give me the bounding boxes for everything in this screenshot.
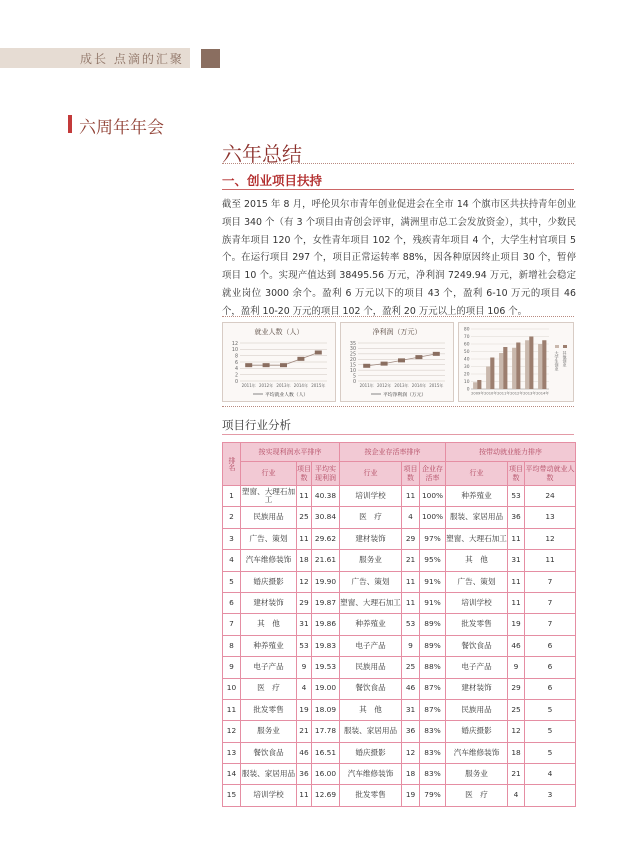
y-tick-label: 8 (234, 354, 238, 360)
bar (503, 347, 507, 389)
table-cell: 11 (525, 550, 576, 571)
table-cell: 97% (420, 528, 446, 549)
table-cell: 其 他 (446, 550, 508, 571)
table-cell: 4 (223, 550, 241, 571)
table-row (223, 571, 576, 592)
table-cell: 19.00 (312, 678, 340, 699)
table-cell: 5 (223, 571, 241, 592)
table-cell: 种养殖业 (446, 486, 508, 507)
table-cell: 31 (402, 699, 420, 720)
bar (542, 340, 546, 389)
table-row (223, 550, 576, 571)
project-bar-chart-svg (459, 323, 573, 401)
article-subtitle: 一、创业项目扶持 (222, 173, 323, 188)
table-cell: 21.61 (312, 550, 340, 571)
table-cell: 3 (525, 785, 576, 806)
section-bar (68, 115, 72, 133)
y-tick-label: 2 (234, 373, 238, 379)
table-cell: 服装、家居用品 (340, 721, 402, 742)
bar (525, 340, 529, 389)
table-body (223, 486, 576, 807)
table-cell: 5 (525, 742, 576, 763)
table-cell: 4 (297, 678, 312, 699)
table-cell: 民族用品 (340, 657, 402, 678)
table-cell: 12 (223, 721, 241, 742)
y-tick-label: 50 (463, 350, 470, 356)
data-point (280, 363, 287, 367)
bar (486, 367, 490, 390)
table-cell: 16.51 (312, 742, 340, 763)
y-tick-label: 5 (352, 374, 356, 380)
legend-label: 其他创业 (562, 351, 568, 367)
table-cell: 广告、策划 (340, 571, 402, 592)
table-cell: 4 (508, 785, 525, 806)
rank-header: 排名 (223, 443, 241, 486)
table-cell: 汽车维修装饰 (241, 550, 297, 571)
col-project-count: 项目数 (508, 462, 525, 486)
table-cell: 14 (223, 764, 241, 785)
table-cell: 培训学校 (340, 486, 402, 507)
table-cell: 培训学校 (241, 785, 297, 806)
y-tick-label: 4 (234, 367, 238, 373)
table-cell: 服务业 (446, 764, 508, 785)
table-cell: 95% (420, 550, 446, 571)
table-cell: 19 (297, 699, 312, 720)
x-tick-label: 2011年 (497, 391, 510, 396)
table-cell: 汽车维修装饰 (340, 764, 402, 785)
table-cell: 婚庆摄影 (446, 721, 508, 742)
table-cell: 19.90 (312, 571, 340, 592)
y-tick-label: 0 (466, 387, 470, 393)
table-row (223, 486, 576, 507)
table-cell: 餐饮食品 (340, 678, 402, 699)
bar (490, 358, 494, 390)
y-tick-label: 30 (349, 347, 356, 353)
table-cell: 服装、家居用品 (241, 764, 297, 785)
table-cell: 31 (508, 550, 525, 571)
table-cell: 19.86 (312, 614, 340, 635)
table-cell: 6 (525, 635, 576, 656)
table-cell: 18 (402, 764, 420, 785)
table-cell: 13 (525, 507, 576, 528)
table-row (223, 678, 576, 699)
data-point (433, 352, 440, 356)
table-cell: 3 (223, 528, 241, 549)
table-cell: 83% (420, 742, 446, 763)
table-row (223, 721, 576, 742)
table-cell: 餐饮食品 (241, 742, 297, 763)
x-tick-label: 2013年 (276, 383, 291, 388)
table-cell: 医 疗 (340, 507, 402, 528)
table-cell: 25 (297, 507, 312, 528)
table-cell: 100% (420, 507, 446, 528)
table-cell: 电子产品 (241, 657, 297, 678)
table-cell: 服务业 (340, 550, 402, 571)
bar (516, 343, 520, 390)
y-tick-label: 30 (463, 365, 470, 371)
x-tick-label: 2012年 (510, 391, 523, 396)
table-cell: 46 (402, 678, 420, 699)
table-cell: 11 (297, 528, 312, 549)
table-cell: 40.38 (312, 486, 340, 507)
y-tick-label: 20 (349, 358, 356, 364)
group-header-employment: 按带动就业能力排序 (446, 443, 576, 462)
table-cell: 21 (297, 721, 312, 742)
table-cell: 婚庆摄影 (241, 571, 297, 592)
table-cell: 11 (508, 528, 525, 549)
profit-chart-svg (341, 323, 453, 401)
table-cell: 46 (297, 742, 312, 763)
table-cell: 种养殖业 (340, 614, 402, 635)
table-title: 项目行业分析 (222, 418, 291, 432)
table-cell: 12.69 (312, 785, 340, 806)
table-row (223, 635, 576, 656)
table-cell: 1 (223, 486, 241, 507)
table-cell: 46 (508, 635, 525, 656)
y-tick-label: 12 (231, 341, 238, 347)
table-row (223, 528, 576, 549)
table-cell: 19.53 (312, 657, 340, 678)
y-tick-label: 0 (234, 379, 238, 385)
table-cell: 11 (223, 699, 241, 720)
table-row (223, 742, 576, 763)
y-tick-label: 35 (349, 341, 356, 347)
table-cell: 24 (525, 486, 576, 507)
col-industry: 行业 (446, 462, 508, 486)
table-cell: 民族用品 (241, 507, 297, 528)
employment-chart-svg (223, 323, 335, 401)
table-cell: 29 (297, 592, 312, 613)
table-cell: 29.62 (312, 528, 340, 549)
table-cell: 8 (223, 635, 241, 656)
y-tick-label: 15 (349, 363, 356, 369)
table-cell: 7 (525, 614, 576, 635)
article-title: 六年总结 (222, 142, 302, 166)
article-paragraph: 截至 2015 年 8 月，呼伦贝尔市青年创业促进会在全市 14 个旗市区共扶持青年创业项目 340 个（有 3 个项目由青创会评审，满洲里市总工会发放资金），其中，少数民族青年项目 120 个，女性青年项目 102 个，残疾青年项目 4 个，大学生村官项目 5 个。在运行项目 297 个，项目正常运转率 88%，因各种原因终止项目 30 个，暂停项目 10 个。实现产值达到 38495.56 万元，净利润 7249.94 万元，新增社会稳定就业岗位 3000 余个。盈利 6 万元以下的项目 43 个，盈利 6-10 万元的项目 46 个，盈利 10-20 万元的项目 102 个，盈利 20 万元以上的项目 106 个。 (222, 199, 576, 317)
table-cell: 11 (402, 571, 420, 592)
bar (477, 380, 481, 389)
section-title: 六周年年会 (79, 118, 164, 138)
title-divider (222, 163, 574, 164)
bar (499, 353, 503, 389)
table-cell: 89% (420, 614, 446, 635)
table-cell: 30.84 (312, 507, 340, 528)
table-cell: 12 (402, 742, 420, 763)
legend-swatch (555, 345, 559, 348)
data-point (245, 363, 252, 367)
data-point (315, 351, 322, 355)
table-cell: 6 (223, 592, 241, 613)
x-tick-label: 2011年 (359, 383, 374, 388)
legend-label: 平均净利润（万元） (383, 392, 427, 398)
legend-label: 平均就业人数（人） (265, 392, 309, 398)
industry-ranking-table (222, 442, 576, 807)
table-cell: 19.87 (312, 592, 340, 613)
table-cell: 塑窗、大理石加工 (340, 592, 402, 613)
table-cell: 31 (297, 614, 312, 635)
table-cell: 批发零售 (340, 785, 402, 806)
col-survival-rate: 企业存活率 (420, 462, 446, 486)
table-cell: 17.78 (312, 721, 340, 742)
table-cell: 11 (402, 486, 420, 507)
table-cell: 91% (420, 592, 446, 613)
table-cell: 21 (402, 550, 420, 571)
table-cell: 21 (508, 764, 525, 785)
table-cell: 19.83 (312, 635, 340, 656)
table-row (223, 657, 576, 678)
table-cell: 广告、策划 (446, 571, 508, 592)
y-tick-label: 10 (463, 380, 470, 386)
table-cell: 服务业 (241, 721, 297, 742)
table-cell: 9 (402, 635, 420, 656)
table-cell: 塑窗、大理石加工 (446, 528, 508, 549)
table-cell: 19 (508, 614, 525, 635)
bar (473, 382, 477, 389)
table-cell: 服装、家居用品 (446, 507, 508, 528)
data-point (415, 355, 422, 359)
table-cell: 25 (508, 699, 525, 720)
y-tick-label: 60 (463, 342, 470, 348)
table-cell: 9 (223, 657, 241, 678)
running-title: 成长 点滴的汇聚 (80, 52, 184, 66)
legend-label: 大学生创业 (554, 351, 560, 371)
table-cell: 6 (525, 678, 576, 699)
header-square (201, 49, 220, 68)
x-tick-label: 2013年 (523, 391, 536, 396)
chart-top-divider (222, 316, 574, 317)
x-tick-label: 2013年 (394, 383, 409, 388)
x-tick-label: 2014年 (536, 391, 549, 396)
group-header-profit: 按实现利润水平排序 (241, 443, 340, 462)
table-cell: 11 (297, 785, 312, 806)
table-cell: 87% (420, 678, 446, 699)
chart-bottom-divider (222, 406, 574, 407)
x-tick-label: 2012年 (259, 383, 274, 388)
x-tick-label: 2015年 (311, 383, 326, 388)
table-cell: 36 (508, 507, 525, 528)
table-cell: 53 (508, 486, 525, 507)
chart-title: 净利润（万元） (372, 328, 422, 336)
table-cell: 88% (420, 657, 446, 678)
table-cell: 15 (223, 785, 241, 806)
table-cell: 11 (508, 571, 525, 592)
col-avg-profit: 平均实现利润 (312, 462, 340, 486)
y-tick-label: 0 (352, 379, 356, 385)
table-cell: 7 (223, 614, 241, 635)
table-cell: 53 (297, 635, 312, 656)
table-cell: 6 (525, 657, 576, 678)
table-cell: 餐饮食品 (446, 635, 508, 656)
table-cell: 7 (525, 571, 576, 592)
table-cell: 4 (525, 764, 576, 785)
bar (529, 337, 533, 390)
group-header-survival: 按企业存活率排序 (340, 443, 446, 462)
table-cell: 建材装饰 (446, 678, 508, 699)
y-tick-label: 70 (463, 335, 470, 341)
x-tick-label: 2012年 (377, 383, 392, 388)
table-cell: 建材装饰 (241, 592, 297, 613)
table-cell: 民族用品 (446, 699, 508, 720)
y-tick-label: 6 (234, 360, 238, 366)
table-cell: 29 (508, 678, 525, 699)
table-cell: 培训学校 (446, 592, 508, 613)
table-cell: 100% (420, 486, 446, 507)
table-cell: 其 他 (241, 614, 297, 635)
table-title-divider (222, 434, 574, 435)
bar (512, 348, 516, 389)
x-tick-label: 2009年 (471, 391, 484, 396)
profit-chart (340, 322, 454, 402)
table-cell: 9 (508, 657, 525, 678)
table-cell: 批发零售 (446, 614, 508, 635)
data-point (381, 362, 388, 366)
col-industry: 行业 (241, 462, 297, 486)
data-point (398, 358, 405, 362)
table-cell: 种养殖业 (241, 635, 297, 656)
table-cell: 19 (402, 785, 420, 806)
table-cell: 9 (297, 657, 312, 678)
project-bar-chart (458, 322, 574, 402)
data-point (363, 364, 370, 368)
x-tick-label: 2011年 (241, 383, 256, 388)
subtitle-divider (222, 189, 574, 190)
x-tick-label: 2014年 (293, 383, 308, 388)
table-cell: 13 (223, 742, 241, 763)
table-cell: 医 疗 (241, 678, 297, 699)
table-cell: 18.09 (312, 699, 340, 720)
table-cell: 16.00 (312, 764, 340, 785)
table-cell: 53 (402, 614, 420, 635)
table-cell: 5 (525, 699, 576, 720)
table-cell: 25 (402, 657, 420, 678)
col-avg-employment: 平均带动就业人数 (525, 462, 576, 486)
y-tick-label: 80 (463, 327, 470, 333)
table-cell: 婚庆摄影 (340, 742, 402, 763)
table-cell: 89% (420, 635, 446, 656)
y-tick-label: 40 (463, 357, 470, 363)
chart-title: 就业人数（人） (254, 328, 304, 336)
table-cell: 83% (420, 764, 446, 785)
table-cell: 91% (420, 571, 446, 592)
table-row (223, 592, 576, 613)
col-industry: 行业 (340, 462, 402, 486)
table-cell: 10 (223, 678, 241, 699)
x-tick-label: 2015年 (429, 383, 444, 388)
table-cell: 12 (525, 528, 576, 549)
table-cell: 18 (297, 550, 312, 571)
table-cell: 电子产品 (446, 657, 508, 678)
y-tick-label: 20 (463, 372, 470, 378)
employment-chart (222, 322, 336, 402)
table-cell: 塑窗、大理石加工 (241, 486, 297, 507)
table-row (223, 507, 576, 528)
table-cell: 4 (402, 507, 420, 528)
table-cell: 11 (297, 486, 312, 507)
bar (538, 344, 542, 389)
table-cell: 12 (508, 721, 525, 742)
table-cell: 18 (508, 742, 525, 763)
table-cell: 36 (297, 764, 312, 785)
col-project-count: 项目数 (402, 462, 420, 486)
col-project-count: 项目数 (297, 462, 312, 486)
table-cell: 83% (420, 721, 446, 742)
table-cell: 12 (297, 571, 312, 592)
y-tick-label: 10 (349, 368, 356, 374)
table-cell: 汽车维修装饰 (446, 742, 508, 763)
y-tick-label: 25 (349, 352, 356, 358)
data-point (263, 363, 270, 367)
table-cell: 其 他 (340, 699, 402, 720)
x-tick-label: 2014年 (411, 383, 426, 388)
table-cell: 11 (402, 592, 420, 613)
table-row (223, 614, 576, 635)
table-cell: 5 (525, 721, 576, 742)
table-cell: 11 (508, 592, 525, 613)
x-tick-label: 2010年 (484, 391, 497, 396)
y-tick-label: 10 (231, 348, 238, 354)
table-row (223, 785, 576, 806)
table-cell: 电子产品 (340, 635, 402, 656)
table-row (223, 764, 576, 785)
table-row (223, 699, 576, 720)
table-cell: 7 (525, 592, 576, 613)
data-point (297, 357, 304, 361)
table-cell: 广告、策划 (241, 528, 297, 549)
table-cell: 医 疗 (446, 785, 508, 806)
table-cell: 建材装饰 (340, 528, 402, 549)
table-cell: 29 (402, 528, 420, 549)
table-cell: 2 (223, 507, 241, 528)
table-cell: 批发零售 (241, 699, 297, 720)
table-cell: 79% (420, 785, 446, 806)
table-cell: 36 (402, 721, 420, 742)
table-cell: 87% (420, 699, 446, 720)
legend-swatch (563, 345, 567, 348)
